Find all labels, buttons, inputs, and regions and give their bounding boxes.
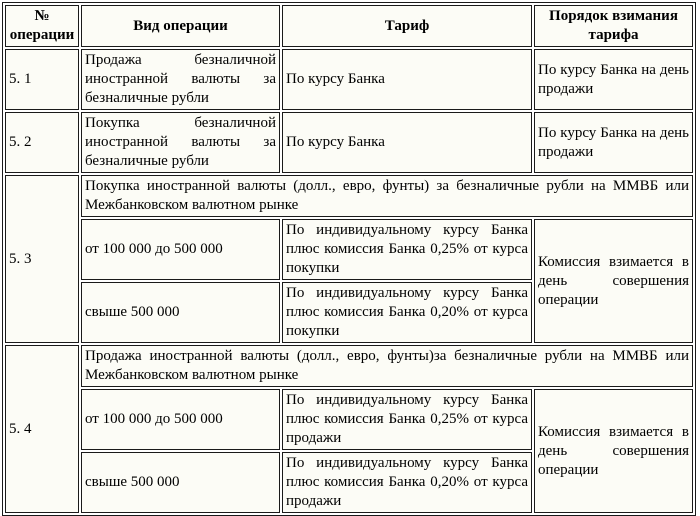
cell-operation-5-2: Покупка безналичной иностранной валюты за безналичные рубли — [81, 112, 280, 173]
cell-intro-5-4: Продажа иностранной валюты (долл., евро, фунты)за безналичные рубли на ММВБ или Межбанковском валютном рынке — [81, 345, 693, 387]
cell-order-5-4: Комиссия взимается в день совершения операции — [534, 389, 693, 513]
row-5-3-intro — [5, 175, 693, 217]
cell-operation-5-1: Продажа безналичной иностранной валюты за безналичные рубли — [81, 49, 280, 110]
row-5-1 — [5, 49, 693, 110]
col-header-tariff: Тариф — [282, 5, 532, 47]
col-header-operation-number: № операции — [5, 5, 79, 47]
cell-range-5-3-sub2: свыше 500 000 — [81, 282, 280, 343]
cell-number-5-3: 5. 3 — [5, 175, 79, 343]
cell-tariff-5-1: По курсу Банка — [282, 49, 532, 110]
cell-tariff-5-3-sub1: По индивидуальному курсу Банка плюс комиссия Банка 0,25% от курса покупки — [282, 219, 532, 280]
cell-intro-5-3: Покупка иностранной валюты (долл., евро, фунты) за безналичные рубли на ММВБ или Межбанковском валютном рынке — [81, 175, 693, 217]
cell-range-5-4-sub2: свыше 500 000 — [81, 452, 280, 513]
cell-range-5-4-sub1: от 100 000 до 500 000 — [81, 389, 280, 450]
row-5-4-sub1 — [5, 389, 693, 450]
cell-tariff-5-4-sub1: По индивидуальному курсу Банка плюс комиссия Банка 0,25% от курса продажи — [282, 389, 532, 450]
cell-tariff-5-2: По курсу Банка — [282, 112, 532, 173]
cell-range-5-3-sub1: от 100 000 до 500 000 — [81, 219, 280, 280]
cell-tariff-5-4-sub2: По индивидуальному курсу Банка плюс комиссия Банка 0,20% от курса продажи — [282, 452, 532, 513]
tariff-table — [2, 2, 696, 516]
cell-order-5-2: По курсу Банка на день продажи — [534, 112, 693, 173]
row-5-4-intro — [5, 345, 693, 387]
cell-order-5-3: Комиссия взимается в день совершения операции — [534, 219, 693, 343]
row-5-3-sub1 — [5, 219, 693, 280]
cell-number-5-1: 5. 1 — [5, 49, 79, 110]
row-5-2 — [5, 112, 693, 173]
cell-number-5-2: 5. 2 — [5, 112, 79, 173]
col-header-collection-order: Порядок взимания тарифа — [534, 5, 693, 47]
header-row — [5, 5, 693, 47]
cell-order-5-1: По курсу Банка на день продажи — [534, 49, 693, 110]
col-header-operation-type: Вид операции — [81, 5, 280, 47]
cell-tariff-5-3-sub2: По индивидуальному курсу Банка плюс комиссия Банка 0,20% от курса покупки — [282, 282, 532, 343]
cell-number-5-4: 5. 4 — [5, 345, 79, 513]
